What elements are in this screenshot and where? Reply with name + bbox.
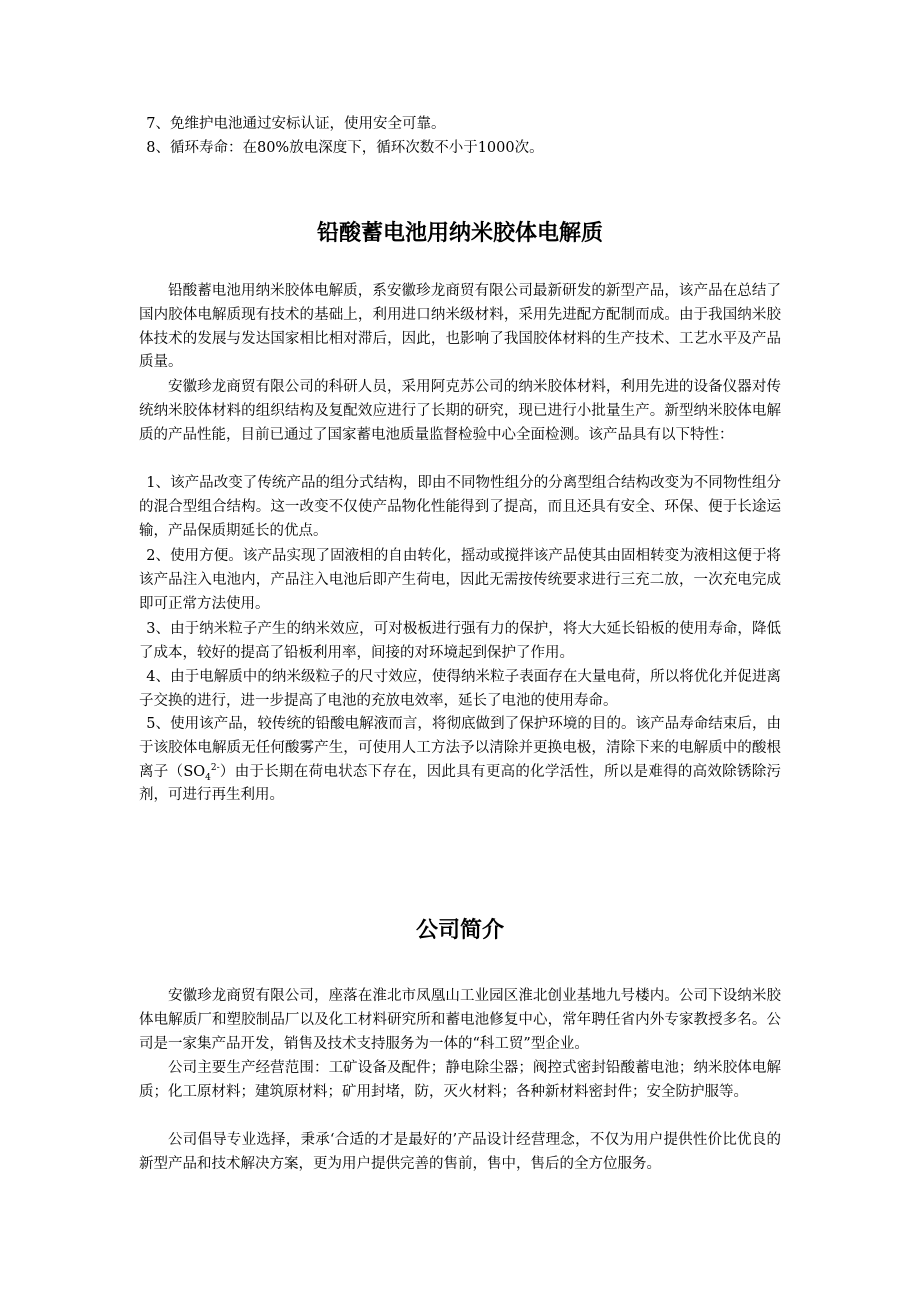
feature-item-5 <box>139 713 781 808</box>
sulfate-subscript: 4 <box>205 772 211 783</box>
paragraph: 铅酸蓄电池用纳米胶体电解质，系安徽珍龙商贸有限公司最新研发的新型产品，该产品在总结了国内胶体电解质现有技术的基础上，利用进口纳米级材料，采用先进配方配制而成。由于我国纳米胶体技术的发展与发达国家相比相对滞后，因此，也影响了我国胶体材料的生产技术、工艺水平及产品质量。 <box>139 283 781 371</box>
paragraph: 安徽珍龙商贸有限公司的科研人员，采用阿克苏公司的纳米胶体材料，利用先进的设备仪器对传统纳米胶体材料的组织结构及复配效应进行了长期的研究，现已进行小批量生产。新型纳米胶体电解质的产品性能，目前已通过了国家蓄电池质量监督检验中心全面检测。该产品具有以下特性： <box>139 379 781 443</box>
sulfate-charge: 2- <box>210 762 220 773</box>
feature-item-3: 3、由于纳米粒子产生的纳米效应，可对极板进行强有力的保护，将大大延长铅板的使用寿命，降低了成本，较好的提高了铅板利用率，间接的对环境起到保护了作用。 <box>139 621 781 661</box>
intro-item-7: 7、免维护电池通过安标认证，使用安全可靠。 <box>146 116 446 132</box>
feature-item-4: 4、由于电解质中的纳米级粒子的尺寸效应，使得纳米粒子表面存在大量电荷，所以将优化并促进离子交换的进行，进一步提高了电池的充放电效率，延长了电池的使用寿命。 <box>139 669 781 709</box>
paragraph: 公司主要生产经营范围：工矿设备及配件；静电除尘器；阀控式密封铅酸蓄电池；纳米胶体电解质；化工原材料；建筑原材料；矿用封堵，防，灭火材料；各种新材料密封件；安全防护服等。 <box>139 1060 781 1100</box>
feature-item-1: 1、该产品改变了传统产品的组分式结构，即由不同物性组分的分离型组合结构改变为不同物性组分的混合型组合结构。这一改变不仅使产品物化性能得到了提高，而且还具有安全、环保、便于长途运输，产品保质期延长的优点。 <box>139 475 781 539</box>
feature-item-5-text-a: 5、使用该产品，较传统的铅酸电解液而言，将彻底做到了保护环境的目的。该产品寿命结束后，由于该胶体电解质无任何酸雾产生，可使用人工方法予以清除并更换电极，清除下来的电解质中的酸根离子（SO <box>139 716 781 780</box>
section-title-company: 公司简介 <box>415 918 504 943</box>
section-title-electrolyte: 铅酸蓄电池用纳米胶体电解质 <box>316 221 603 246</box>
feature-item-2: 2、使用方便。该产品实现了固液相的自由转化，摇动或搅拌该产品使其由固相转变为液相这便于将该产品注入电池内，产品注入电池后即产生荷电，因此无需按传统要求进行三充二放，一次充电完成即可正常方法使用。 <box>139 548 781 612</box>
paragraph: 安徽珍龙商贸有限公司，座落在淮北市凤凰山工业园区淮北创业基地九号楼内。公司下设纳米胶体电解质厂和塑胶制品厂以及化工材料研究所和蓄电池修复中心，常年聘任省内外专家教授多名。公司是一家集产品开发，销售及技术支持服务为一体的“科工贸”型企业。 <box>139 988 781 1052</box>
intro-item-8: 8、循环寿命：在80%放电深度下，循环次数不小于1000次。 <box>146 140 544 156</box>
paragraph: 公司倡导专业选择，秉承‘合适的才是最好的’产品设计经营理念，不仅为用户提供性价比优良的新型产品和技术解决方案，更为用户提供完善的售前，售中，售后的全方位服务。 <box>139 1132 781 1172</box>
feature-item-5-text-b: ）由于长期在荷电状态下存在，因此具有更高的化学活性，所以是难得的高效除锈除污剂，可进行再生利用。 <box>139 763 781 804</box>
